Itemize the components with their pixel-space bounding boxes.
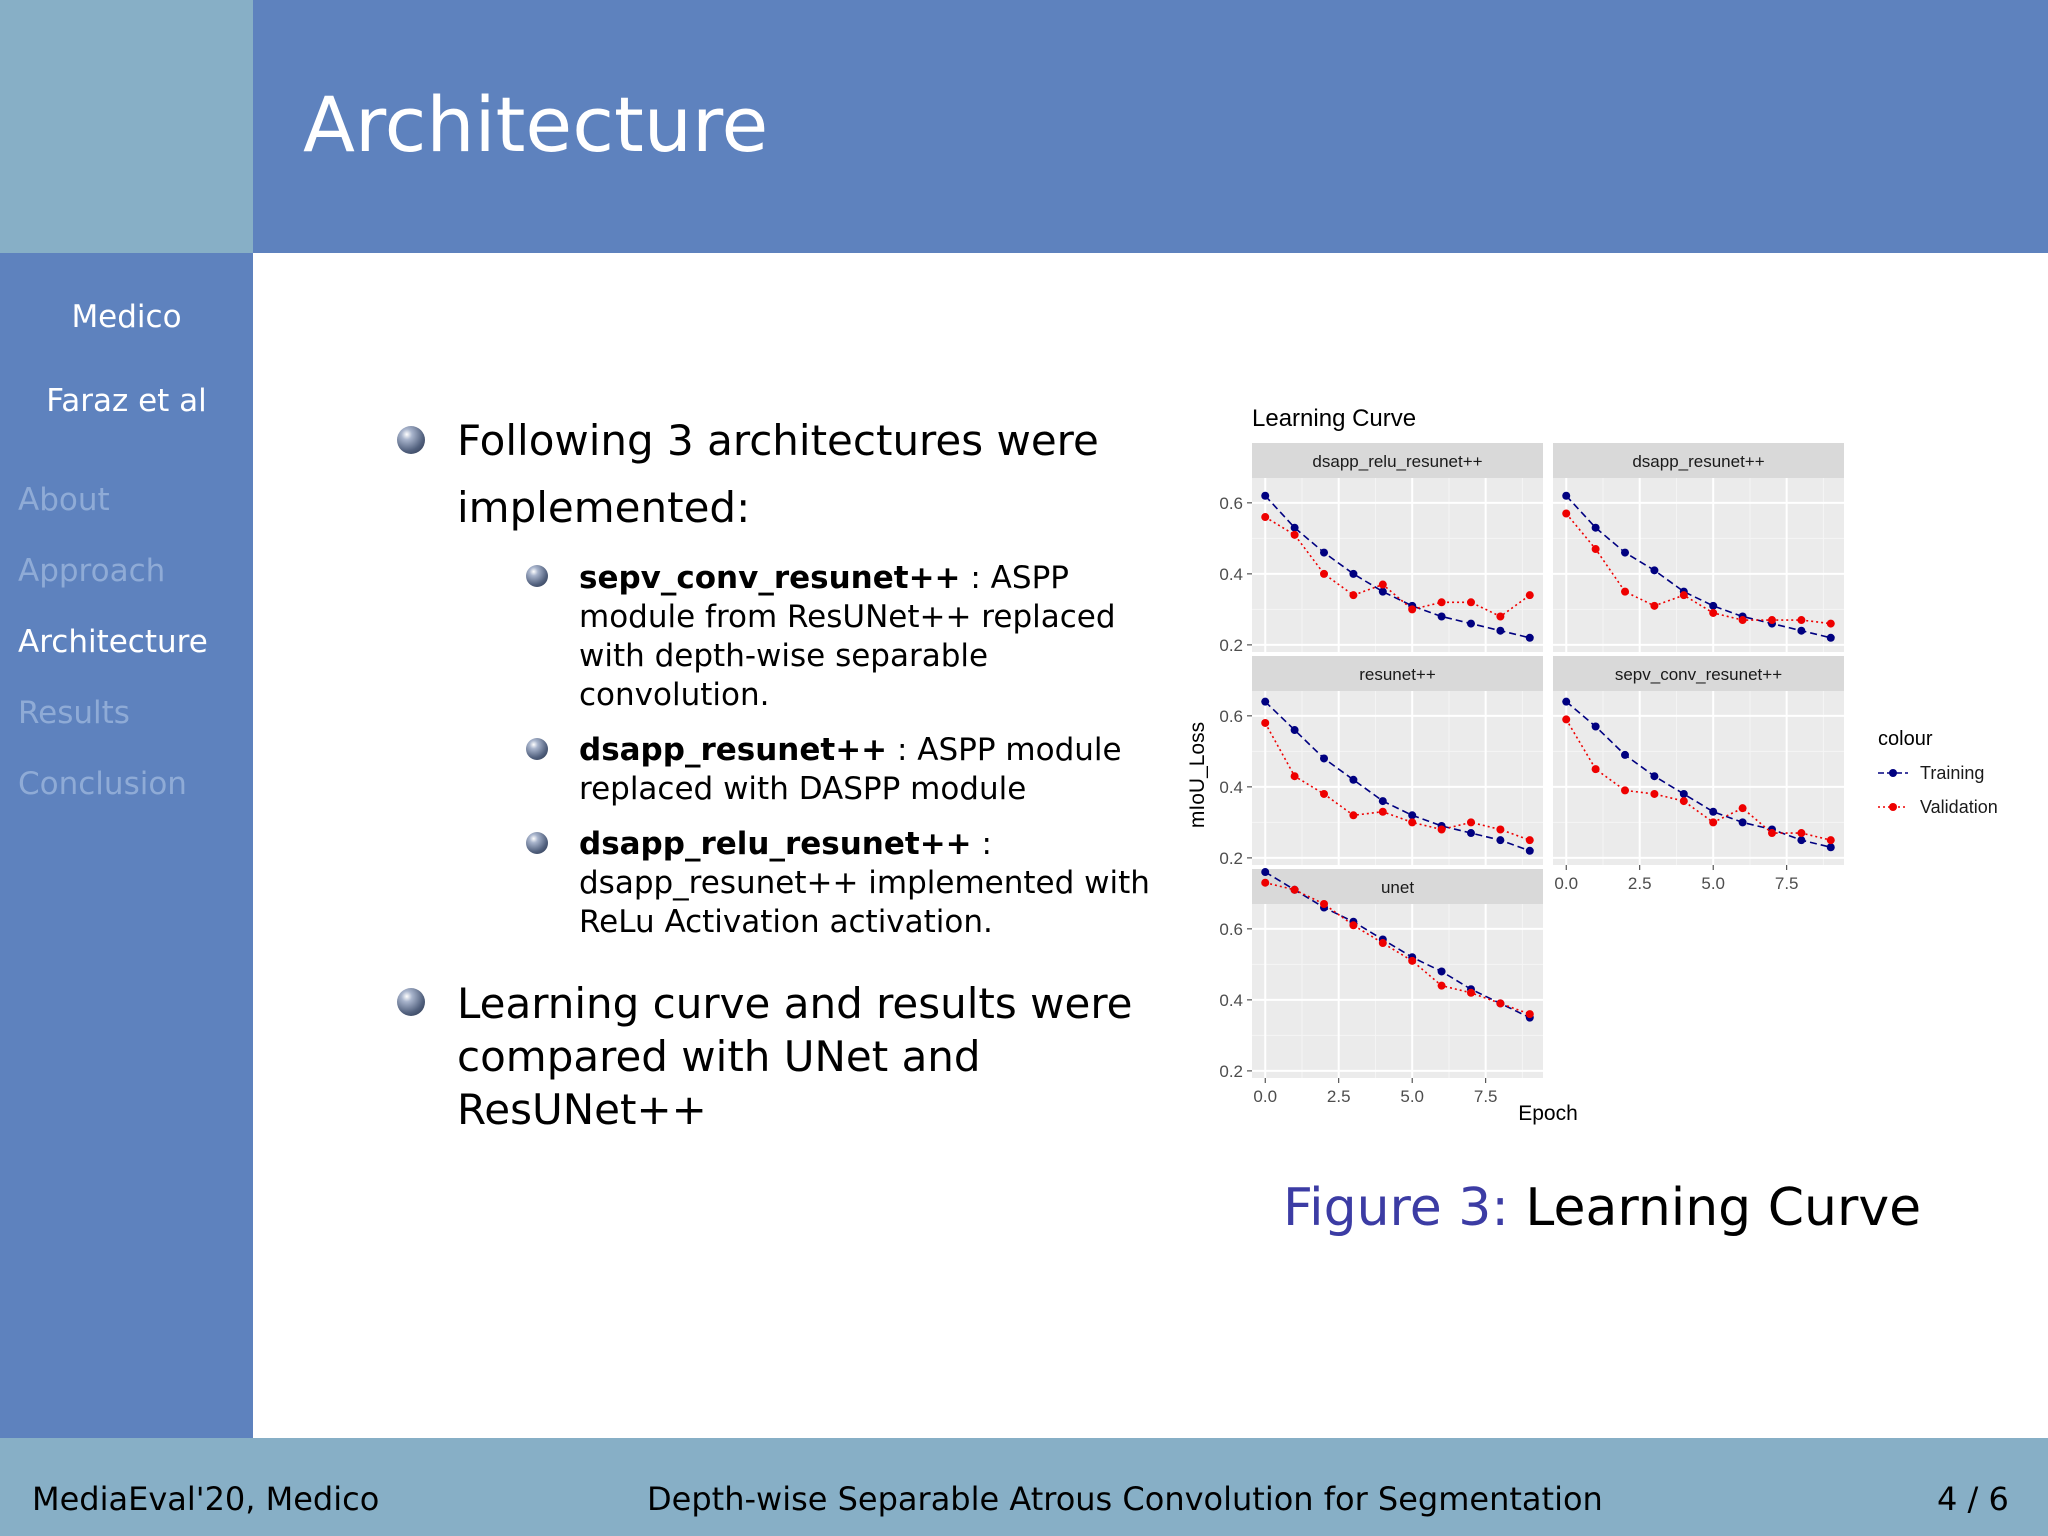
sub-bullet-text: [579, 825, 992, 864]
sub-bullet-text: with depth-wise separable: [579, 638, 989, 674]
data-point-validation: [1408, 957, 1416, 965]
y-tick-label: 0.6: [1219, 919, 1243, 939]
data-point-training: [1261, 698, 1269, 706]
data-point-validation: [1709, 609, 1717, 617]
sidebar-item-architecture[interactable]: Architecture: [18, 624, 208, 660]
y-tick-label: 0.2: [1219, 1061, 1243, 1081]
data-point-validation: [1496, 825, 1504, 833]
data-point-training: [1261, 492, 1269, 500]
data-point-training: [1592, 524, 1600, 532]
y-tick-label: 0.4: [1219, 777, 1243, 797]
footer-talk-title: Depth-wise Separable Atrous Convolution for Segmentation: [647, 1480, 1603, 1518]
y-tick-label: 0.6: [1219, 706, 1243, 726]
data-point-validation: [1709, 818, 1717, 826]
data-point-validation: [1261, 513, 1269, 521]
data-point-validation: [1768, 829, 1776, 837]
data-point-validation: [1408, 605, 1416, 613]
legend-title: colour: [1878, 728, 1933, 750]
data-point-validation: [1320, 900, 1328, 908]
sub-bullet-text: replaced with DASPP module: [579, 771, 1027, 807]
x-tick-label: 7.5: [1774, 874, 1799, 893]
bullet-text: Following 3 architectures were: [457, 416, 1099, 465]
data-point-training: [1261, 868, 1269, 876]
figure-caption-text: Learning Curve: [1508, 1178, 1922, 1238]
data-point-training: [1526, 847, 1534, 855]
data-point-training: [1379, 797, 1387, 805]
data-point-validation: [1526, 836, 1534, 844]
sub-bullet-ball-icon: [526, 832, 548, 854]
data-point-validation: [1496, 999, 1504, 1007]
data-point-validation: [1680, 591, 1688, 599]
data-point-training: [1709, 602, 1717, 610]
data-point-validation: [1349, 811, 1357, 819]
sidebar: [0, 253, 253, 1438]
facet-label: sepv_conv_resunet++: [1614, 665, 1783, 684]
sub-bullet-text: convolution.: [579, 677, 770, 713]
data-point-validation: [1526, 1010, 1534, 1018]
facet-label: dsapp_relu_resunet++: [1312, 452, 1483, 471]
x-tick-label: 0.0: [1554, 874, 1579, 893]
sub-bullet-text: ReLu Activation activation.: [579, 904, 993, 940]
sub-bullet-text: module from ResUNet++ replaced: [579, 599, 1116, 635]
data-point-validation: [1438, 825, 1446, 833]
x-tick-label: 2.5: [1326, 1087, 1351, 1106]
data-point-validation: [1438, 982, 1446, 990]
data-point-training: [1562, 492, 1570, 500]
data-point-validation: [1680, 797, 1688, 805]
data-point-training: [1562, 698, 1570, 706]
data-point-validation: [1261, 719, 1269, 727]
data-point-validation: [1349, 921, 1357, 929]
arch-name: dsapp_resunet++: [579, 732, 888, 768]
data-point-validation: [1827, 620, 1835, 628]
data-point-training: [1827, 843, 1835, 851]
data-point-validation: [1379, 581, 1387, 589]
x-tick-label: 0.0: [1253, 1087, 1278, 1106]
sidebar-item-conclusion[interactable]: Conclusion: [18, 766, 187, 802]
data-point-training: [1797, 627, 1805, 635]
y-tick-label: 0.2: [1219, 635, 1243, 655]
data-point-training: [1526, 634, 1534, 642]
data-point-validation: [1349, 591, 1357, 599]
bullet-text: Learning curve and results were: [457, 979, 1133, 1028]
data-point-validation: [1562, 715, 1570, 723]
facet-label: dsapp_resunet++: [1632, 452, 1765, 471]
bullet-ball-icon: [397, 426, 425, 454]
arch-desc: :: [971, 826, 992, 862]
data-point-validation: [1320, 570, 1328, 578]
sub-bullet-ball-icon: [526, 565, 548, 587]
data-point-validation: [1379, 939, 1387, 947]
data-point-validation: [1467, 989, 1475, 997]
slide-footer: [0, 1438, 2048, 1536]
data-point-training: [1349, 776, 1357, 784]
data-point-training: [1650, 772, 1658, 780]
data-point-validation: [1768, 616, 1776, 624]
data-point-validation: [1592, 765, 1600, 773]
bullet-text: ResUNet++: [457, 1085, 707, 1134]
data-point-training: [1438, 967, 1446, 975]
sub-bullet-text: [579, 731, 1122, 770]
data-point-training: [1379, 588, 1387, 596]
legend-key-point: [1889, 803, 1897, 811]
facet-label: resunet++: [1359, 665, 1436, 684]
chart-title: Learning Curve: [1252, 405, 1417, 432]
data-point-training: [1349, 570, 1357, 578]
data-point-training: [1592, 723, 1600, 731]
data-point-training: [1709, 808, 1717, 816]
y-axis-label: mIoU_Loss: [1186, 721, 1209, 829]
data-point-training: [1797, 836, 1805, 844]
footer-conference: MediaEval'20, Medico: [32, 1480, 380, 1518]
arch-desc: : ASPP: [960, 560, 1069, 596]
panel-background: [1252, 478, 1543, 652]
data-point-training: [1320, 549, 1328, 557]
data-point-training: [1467, 829, 1475, 837]
data-point-validation: [1739, 616, 1747, 624]
bullet-text: implemented:: [457, 483, 751, 532]
slide-title: Architecture: [303, 80, 769, 169]
data-point-training: [1291, 726, 1299, 734]
data-point-training: [1650, 566, 1658, 574]
legend-label: Validation: [1920, 797, 1998, 817]
data-point-validation: [1408, 818, 1416, 826]
data-point-validation: [1320, 790, 1328, 798]
data-point-validation: [1291, 772, 1299, 780]
x-axis-label: Epoch: [1518, 1102, 1578, 1125]
arch-name: dsapp_relu_resunet++: [579, 826, 972, 862]
sub-bullet-text: dsapp_resunet++ implemented with: [579, 865, 1150, 901]
x-tick-label: 2.5: [1627, 874, 1652, 893]
sidebar-author[interactable]: Faraz et al: [46, 383, 207, 419]
x-tick-label: 7.5: [1473, 1087, 1498, 1106]
learning-curve-chart: [1178, 395, 2023, 1135]
data-point-training: [1621, 549, 1629, 557]
data-point-validation: [1467, 598, 1475, 606]
data-point-validation: [1562, 510, 1570, 518]
data-point-validation: [1291, 531, 1299, 539]
header-corner-block: [0, 0, 253, 253]
bullet-ball-icon: [397, 988, 425, 1016]
bullet-text: compared with UNet and: [457, 1032, 981, 1081]
data-point-training: [1438, 612, 1446, 620]
sidebar-item-results[interactable]: Results: [18, 695, 130, 731]
data-point-training: [1827, 634, 1835, 642]
data-point-training: [1739, 818, 1747, 826]
data-point-training: [1621, 751, 1629, 759]
slide-header: [253, 0, 2048, 253]
data-point-validation: [1526, 591, 1534, 599]
data-point-training: [1320, 754, 1328, 762]
data-point-training: [1496, 627, 1504, 635]
data-point-validation: [1261, 879, 1269, 887]
y-tick-label: 0.2: [1219, 848, 1243, 868]
data-point-validation: [1291, 886, 1299, 894]
data-point-validation: [1592, 545, 1600, 553]
data-point-validation: [1467, 818, 1475, 826]
data-point-validation: [1621, 588, 1629, 596]
legend-key-point: [1889, 769, 1897, 777]
data-point-validation: [1379, 808, 1387, 816]
figure-caption: [1283, 1178, 1921, 1238]
data-point-training: [1408, 811, 1416, 819]
sidebar-item-about[interactable]: About: [18, 482, 110, 518]
footer-page-number: 4 / 6: [1937, 1480, 2009, 1518]
sub-bullet-ball-icon: [526, 738, 548, 760]
data-point-validation: [1438, 598, 1446, 606]
data-point-validation: [1827, 836, 1835, 844]
arch-name: sepv_conv_resunet++: [579, 560, 961, 596]
data-point-validation: [1739, 804, 1747, 812]
x-tick-label: 5.0: [1400, 1087, 1425, 1106]
data-point-validation: [1496, 612, 1504, 620]
y-tick-label: 0.4: [1219, 990, 1243, 1010]
x-tick-label: 5.0: [1701, 874, 1726, 893]
panel-background: [1252, 904, 1543, 1078]
panel-background: [1553, 478, 1844, 652]
arch-desc: : ASPP module: [887, 732, 1122, 768]
data-point-validation: [1797, 616, 1805, 624]
legend-label: Training: [1920, 763, 1985, 783]
data-point-training: [1291, 524, 1299, 532]
data-point-training: [1467, 620, 1475, 628]
y-tick-label: 0.4: [1219, 564, 1243, 584]
data-point-training: [1496, 836, 1504, 844]
sidebar-item-approach[interactable]: Approach: [18, 553, 166, 589]
data-point-validation: [1621, 786, 1629, 794]
facet-label: unet: [1380, 878, 1415, 897]
data-point-training: [1680, 790, 1688, 798]
y-tick-label: 0.6: [1219, 493, 1243, 513]
data-point-validation: [1650, 602, 1658, 610]
data-point-validation: [1650, 790, 1658, 798]
sub-bullet-text: [579, 559, 1069, 598]
data-point-validation: [1797, 829, 1805, 837]
sidebar-short-title[interactable]: Medico: [71, 299, 182, 335]
figure-label: Figure 3:: [1283, 1178, 1509, 1238]
